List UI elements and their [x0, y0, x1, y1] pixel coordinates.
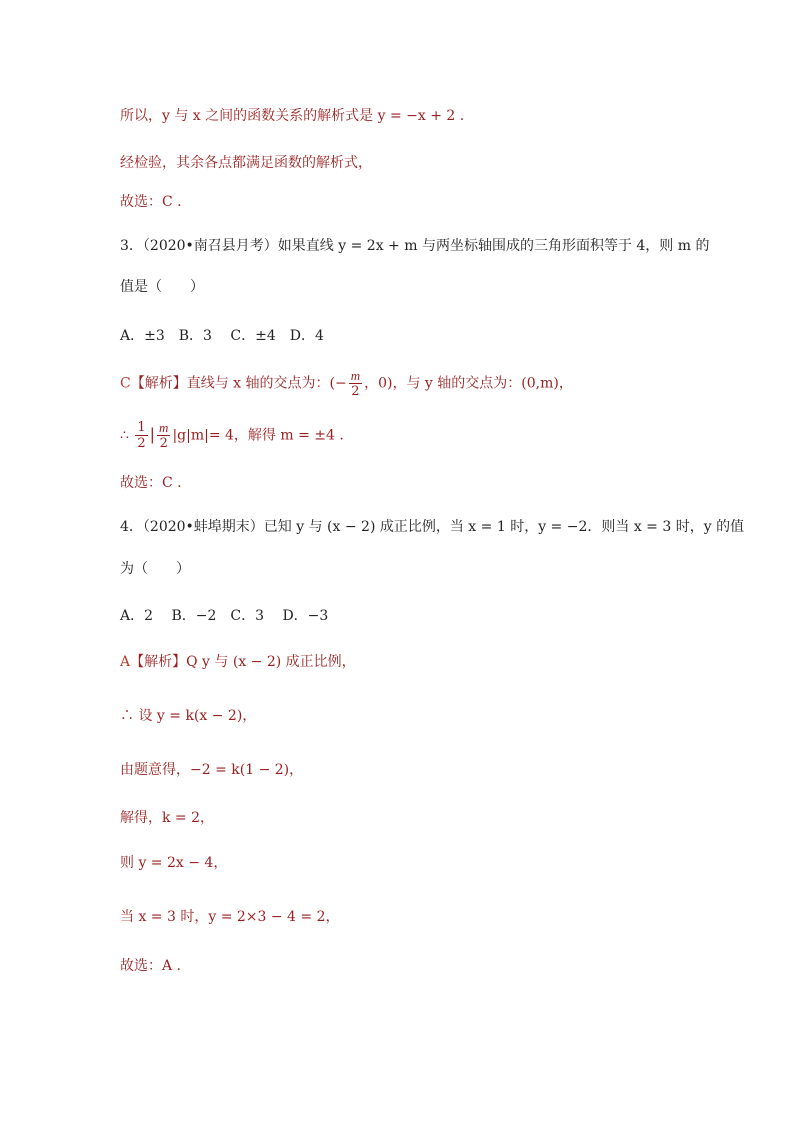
q4-analysis-tag: 【解析】	[130, 654, 187, 670]
q4-analysis-text: Q y 与 (x − 2) 成正比例，	[186, 654, 356, 670]
fraction-numerator: 1	[137, 420, 146, 435]
q4-conclusion: 故选：A .	[120, 958, 182, 974]
q4-analysis-line-2: ∴ 设 y = k(x − 2)，	[120, 708, 257, 724]
q4-analysis-line-4: 解得，k = 2，	[120, 810, 215, 826]
q4-analysis-line-6: 当 x = 3 时，y = 2×3 − 4 = 2，	[120, 909, 340, 925]
fraction-m-over-2-abs	[157, 420, 170, 451]
q3-analysis-text-c: |g|m|= 4，解得 m = ±4 .	[172, 427, 344, 444]
prev-solution-line-2: 经检验，其余各点都满足函数的解析式，	[120, 155, 372, 171]
fraction-numerator: m	[159, 420, 169, 435]
fraction-denominator: 2	[137, 436, 146, 451]
fraction-denominator: 2	[159, 436, 168, 451]
q3-stem-cont: 值是（ ）	[120, 279, 204, 295]
q3-options: A．±3 B．3 C．±4 D．4	[120, 328, 324, 344]
q3-analysis-line-2: ∴ $\frac{1}{2}$ | $\frac{m}{2}$ |g|m|= 4，解得 m = ±4 .	[120, 420, 344, 451]
q4-answer-letter: A	[120, 654, 131, 670]
q4-analysis-line-3: 由题意得，−2 = k(1 − 2)，	[120, 762, 304, 778]
fraction-denominator: 2	[351, 384, 360, 399]
q4-stem: 4．（2020•蚌埠期末）已知 y 与 (x − 2) 成正比例，当 x = 1 时，y = −2．则当 x = 3 时，y 的值	[120, 519, 745, 535]
fraction-numerator: m	[350, 368, 361, 383]
prev-solution-conclusion: 故选：C .	[120, 194, 182, 210]
therefore-symbol: ∴	[120, 427, 129, 444]
q4-analysis-line-1	[120, 652, 356, 672]
q4-analysis-line-5: 则 y = 2x − 4，	[120, 855, 228, 871]
q3-analysis-tag: 【解析】	[130, 375, 187, 392]
fraction-one-half	[135, 420, 147, 451]
q3-analysis-line-1	[120, 368, 573, 399]
q4-options: A．2 B．−2 C．3 D．−3	[120, 608, 329, 624]
q3-stem: 3．（2020•南召县月考）如果直线 y = 2x + m 与两坐标轴围成的三角形面积等于 4，则 m 的	[120, 238, 710, 254]
q3-analysis-text-b: ，0)，与 y 轴的交点为：(0,m)，	[364, 375, 573, 392]
q3-analysis-text-a: 直线与 x 轴的交点为：(−	[186, 375, 347, 392]
fraction-m-over-2	[349, 368, 362, 399]
prev-solution-line-1: 所以，y 与 x 之间的函数关系的解析式是 y = −x + 2 .	[120, 108, 465, 124]
q3-answer-letter: C	[120, 375, 131, 392]
q4-stem-cont: 为（ ）	[120, 561, 190, 577]
q3-conclusion: 故选：C .	[120, 475, 182, 491]
